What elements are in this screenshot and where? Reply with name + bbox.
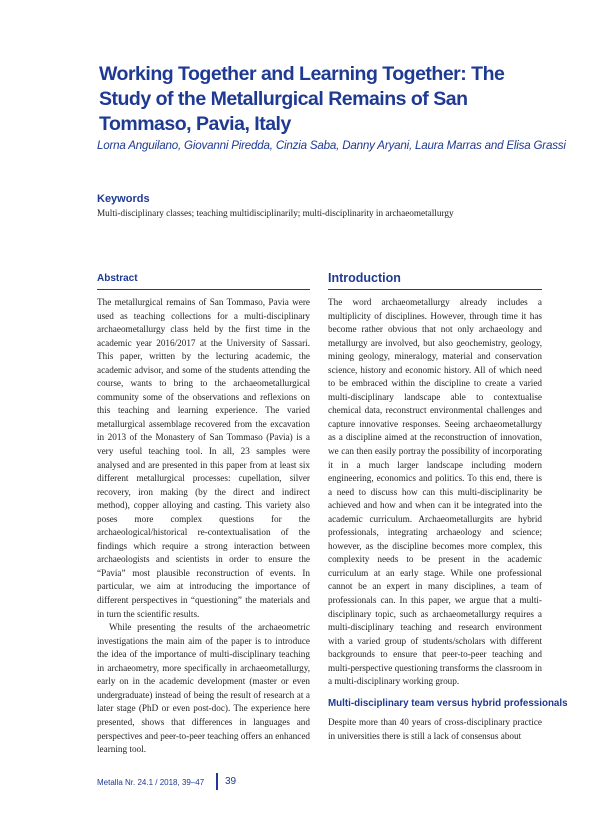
section-body (328, 716, 542, 743)
footer-divider (216, 773, 218, 790)
keywords-heading: Keywords (97, 193, 150, 205)
introduction-body (328, 296, 542, 689)
abstract-paragraph: The metallurgical remains of San Tommaso, Pavia were used as teaching collections for a multi-disciplinary archaeometallurgy class held by the first time in the academic year 2016/2017 at the University of Sassari. This paper, written by the lecturing academic, the academic advisor, and some of the students attending the course, wants to bring to the archaeometallurgical community some of the observations and reflexions on this teaching and learning experience. The varied metallurgical assemblage recovered from the excavation in 2013 of the Monastery of San Tommaso (Pavia) is a very useful teaching tool. In all, 23 samples were analysed and are presented in this paper from at least six different metallurgical processes: cupellation, silver recovery, iron making (by the direct and indirect method), copper alloying and casting. This variety also poses more complex questions for the archaeological/historical re-contextualisation of the findings which require a strong interaction between archaeologists and scientists in order to ensure the “Pavia” most plausible reconstruction of events. In particular, we aim at introducing the importance of different perspectives in “questioning” the materials and in turn the scientific results. (97, 297, 310, 619)
journal-citation: Metalla Nr. 24.1 / 2018, 39–47 (97, 778, 205, 787)
abstract-paragraph: While presenting the results of the archaeometric investigations the main aim of the paper is to introduce the idea of the importance of multi-disciplinary teaching in archaeometry, more specifically in archaeometallurgy, early on in the academic development (master or even undergraduate) instead of being the result of research at a later stage (PhD or even post-doc). The experience here presented, shows that differences in languages and perspectives and peer-to-peer teaching offers an enhanced learning tool. (97, 622, 310, 755)
abstract-divider (97, 289, 310, 290)
page-number: 39 (225, 776, 237, 787)
introduction-heading: Introduction (328, 271, 401, 285)
introduction-paragraph: The word archaeometallurgy already includes a multiplicity of disciplines. However, through time it has become rather obvious that not only archaeology and metallurgy are involved, but also geochemistry, geology, mining geology, mineralogy, material and conservation science, history and economic history. All of which need to be embraced within the discipline to create a varied multi-disciplinary landscape able to contextualise chemical data, reconstruct environmental challenges and capture innovative responses. Seeing archaeometallurgy as a discipline aimed at the reconstruction of innovation, we can then easily portray the possibility of incorporating it in a much larger landscape including modern engineering, economics and politics. To this end, there is a need to discuss how can this multi-disciplinarity be achieved and how and when can it be integrated into the academic curriculum. Archaeometallurgits are hybrid professionals, integrating archaeology and science; however, as the discipline becomes more complex, this complexity needs to be present in the academic curriculum at an early stage. While one professional cannot be an expert in many disciplines, a team of professionals can. In this paper, we argue that a multi-disciplinary topic, such as archaeometallurgy requires a multi-disciplinary teaching and research environment with a varied group of students/scholars with different backgrounds to ensure that peer-to-peer teaching and multi-perspective questioning transforms the classroom in a multi-disciplinary working group. (328, 297, 542, 687)
abstract-heading: Abstract (97, 273, 138, 284)
introduction-divider (328, 289, 542, 290)
keywords-text: Multi-disciplinary classes; teaching multidisciplinarily; multi-disciplinarity in archaeometallurgy (97, 208, 454, 218)
article-title: Working Together and Learning Together: The Study of the Metallurgical Remains of San Tommaso, Pavia, Italy (99, 63, 505, 135)
abstract-body (97, 296, 310, 757)
author-list: Lorna Anguilano, Giovanni Piredda, Cinzia Saba, Danny Aryani, Laura Marras and Elisa Grassi (97, 139, 566, 152)
section-heading: Multi-disciplinary team versus hybrid professionals (328, 698, 568, 709)
section-paragraph: Despite more than 40 years of cross-disciplinary practice in universities there is still a lack of consensus about (328, 717, 542, 741)
